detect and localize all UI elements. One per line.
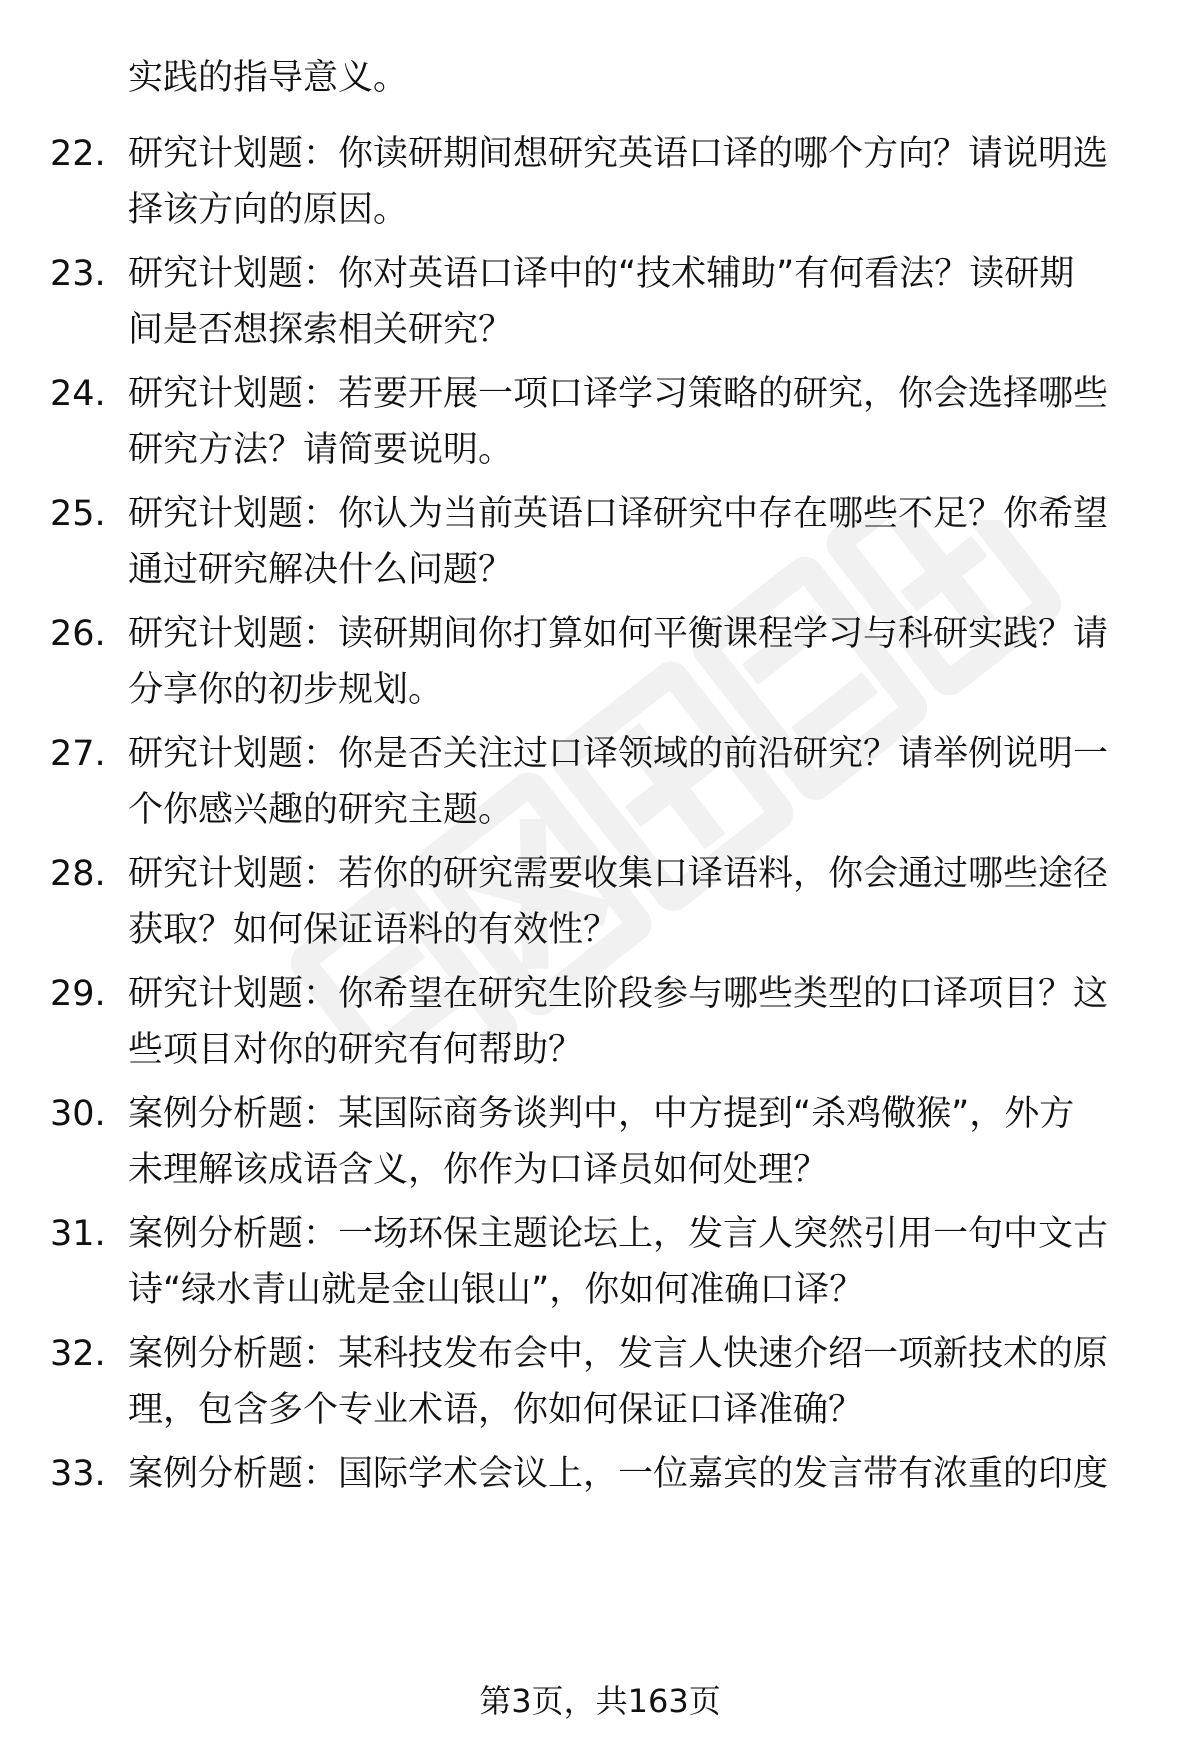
item-line: 研究方法？请简要说明。 bbox=[128, 430, 514, 470]
item-line: 研究计划题：读研期间你打算如何平衡课程学习与科研实践？请 bbox=[128, 614, 1109, 654]
item-text bbox=[128, 1086, 1140, 1198]
item-number: 32. bbox=[50, 1334, 106, 1374]
item-line: 择该方向的原因。 bbox=[128, 190, 409, 230]
item-text bbox=[128, 366, 1140, 478]
item-text bbox=[128, 1326, 1140, 1438]
item-line: 案例分析题：某科技发布会中，发言人快速介绍一项新技术的原 bbox=[128, 1334, 1109, 1374]
item-line: 个你感兴趣的研究主题。 bbox=[128, 790, 514, 830]
item-text bbox=[128, 486, 1140, 598]
item-line: 获取？如何保证语料的有效性？ bbox=[128, 910, 619, 950]
item-line: 诗“绿水青山就是金山银山”，你如何准确口译？ bbox=[128, 1270, 865, 1310]
item-number: 26. bbox=[50, 614, 106, 654]
item-line: 案例分析题：国际学术会议上，一位嘉宾的发言带有浓重的印度 bbox=[128, 1454, 1109, 1494]
item-number: 24. bbox=[50, 374, 106, 414]
item-line: 研究计划题：你希望在研究生阶段参与哪些类型的口译项目？这 bbox=[128, 974, 1109, 1014]
item-line: 间是否想探索相关研究？ bbox=[128, 310, 514, 350]
item-text bbox=[128, 606, 1140, 718]
item-number: 25. bbox=[50, 494, 106, 534]
item-line: 分享你的初步规划。 bbox=[128, 670, 444, 710]
item-text bbox=[128, 1206, 1140, 1318]
item-text bbox=[128, 246, 1140, 358]
item-text bbox=[128, 726, 1140, 838]
item-text bbox=[128, 126, 1140, 238]
item-number: 29. bbox=[50, 974, 106, 1014]
item-line: 案例分析题：一场环保主题论坛上，发言人突然引用一句中文古 bbox=[128, 1214, 1109, 1254]
item-line: 案例分析题：某国际商务谈判中，中方提到“杀鸡儆猴”，外方 bbox=[128, 1094, 1075, 1134]
item-number: 28. bbox=[50, 854, 106, 894]
item-text bbox=[128, 846, 1140, 958]
item-text bbox=[128, 966, 1140, 1078]
item-line: 些项目对你的研究有何帮助？ bbox=[128, 1030, 584, 1070]
item-line: 理，包含多个专业术语，你如何保证口译准确？ bbox=[128, 1390, 864, 1430]
item-line: 通过研究解决什么问题？ bbox=[128, 550, 514, 590]
item-line: 研究计划题：若你的研究需要收集口译语料，你会通过哪些途径 bbox=[128, 854, 1109, 894]
item-line: 研究计划题：你是否关注过口译领域的前沿研究？请举例说明一 bbox=[128, 734, 1109, 774]
item-number: 30. bbox=[50, 1094, 106, 1134]
item-number: 22. bbox=[50, 134, 106, 174]
item-number: 31. bbox=[50, 1214, 106, 1254]
item-number: 27. bbox=[50, 734, 106, 774]
item-line: 研究计划题：你读研期间想研究英语口译的哪个方向？请说明选 bbox=[128, 134, 1109, 174]
item-line: 未理解该成语含义，你作为口译员如何处理？ bbox=[128, 1150, 829, 1190]
continuation-text: 实践的指导意义。 bbox=[128, 58, 409, 98]
item-number: 23. bbox=[50, 254, 106, 294]
item-number: 33. bbox=[50, 1454, 106, 1494]
item-line: 研究计划题：你对英语口译中的“技术辅助”有何看法？读研期 bbox=[128, 254, 1075, 294]
item-text bbox=[128, 1446, 1140, 1502]
item-line: 研究计划题：若要开展一项口译学习策略的研究，你会选择哪些 bbox=[128, 374, 1109, 414]
page-number-footer: 第3页，共163页 bbox=[479, 1682, 721, 1720]
item-line: 研究计划题：你认为当前英语口译研究中存在哪些不足？你希望 bbox=[128, 494, 1109, 534]
